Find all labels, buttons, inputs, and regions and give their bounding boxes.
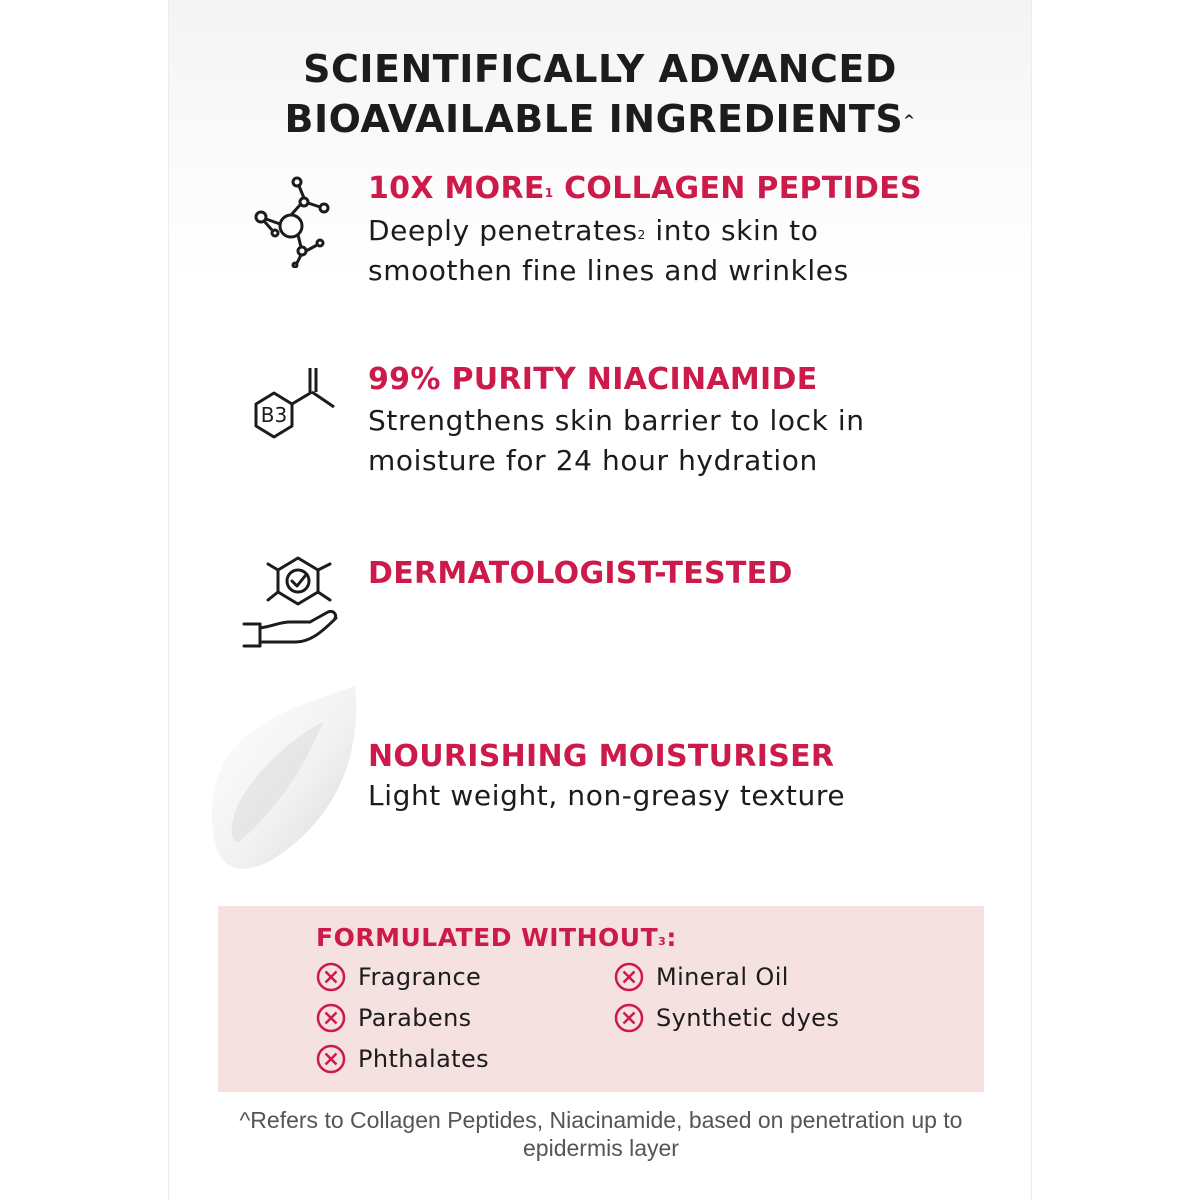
- excluded-item-label: Mineral Oil: [656, 963, 789, 991]
- footnote-line-2: epidermis layer: [523, 1135, 679, 1161]
- excluded-item-synthetic-dyes: [614, 1002, 839, 1034]
- x-circle-icon: [316, 1044, 346, 1074]
- formulated-without-title-text: FORMULATED WITHOUT: [316, 923, 659, 952]
- feature-desc-collagen-b: into skin to: [645, 214, 819, 247]
- molecule-icon: [248, 172, 340, 268]
- feature-title-collagen-a: 10X MORE: [368, 171, 545, 206]
- excluded-item-label: Parabens: [358, 1004, 472, 1032]
- formulated-without-title: [316, 922, 677, 954]
- b3-hexagon-icon: [246, 364, 342, 440]
- footnote-line-1: ^Refers to Collagen Peptides, Niacinamide, based on penetration up to: [239, 1107, 963, 1133]
- feature-desc-moisturiser: Light weight, non-greasy texture: [368, 779, 846, 812]
- feature-title-niacinamide: 99% PURITY NIACINAMIDE: [368, 362, 818, 397]
- feature-desc-collagen-line-2: smoothen fine lines and wrinkles: [368, 254, 849, 287]
- feature-desc-collagen-a: Deeply penetrates: [368, 214, 638, 247]
- excluded-item-mineral-oil: [614, 961, 789, 993]
- feature-desc-niacinamide-line-2: moisture for 24 hour hydration: [368, 444, 818, 477]
- excluded-item-label: Phthalates: [358, 1045, 490, 1073]
- feature-title-collagen-sup: 1: [544, 186, 554, 200]
- footnote: [218, 1106, 984, 1162]
- headline-line-1: SCIENTIFICALLY ADVANCED: [303, 47, 897, 91]
- excluded-item-label: Synthetic dyes: [656, 1004, 840, 1032]
- formulated-without-title-colon: :: [666, 923, 677, 952]
- excluded-item-parabens: [316, 1002, 472, 1034]
- headline-line-2-text: BIOAVAILABLE INGREDIENTS: [284, 97, 904, 141]
- x-circle-icon: [614, 1003, 644, 1033]
- feature-title-dermatologist: DERMATOLOGIST-TESTED: [368, 556, 793, 591]
- hand-check-icon: [240, 552, 344, 648]
- x-circle-icon: [316, 1003, 346, 1033]
- feature-desc-niacinamide-line-1: Strengthens skin barrier to lock in: [368, 404, 865, 437]
- feature-desc-collagen-sup: 2: [637, 228, 646, 242]
- page-headline: [168, 44, 1032, 144]
- excluded-item-label: Fragrance: [358, 963, 482, 991]
- x-circle-icon: [316, 962, 346, 992]
- excluded-item-fragrance: [316, 961, 481, 993]
- feature-desc-collagen-line-1: [368, 211, 818, 251]
- feature-title-collagen: [368, 170, 922, 208]
- headline-line-2: [168, 94, 1032, 144]
- cream-swatch-icon: [205, 682, 365, 878]
- b3-label: B3: [260, 403, 288, 427]
- excluded-item-phthalates: [316, 1043, 489, 1075]
- formulated-without-title-sup: 3: [658, 935, 667, 948]
- feature-title-collagen-b: COLLAGEN PEPTIDES: [553, 171, 922, 206]
- headline-mark: ^: [903, 113, 916, 129]
- feature-title-moisturiser: NOURISHING MOISTURISER: [368, 739, 835, 774]
- x-circle-icon: [614, 962, 644, 992]
